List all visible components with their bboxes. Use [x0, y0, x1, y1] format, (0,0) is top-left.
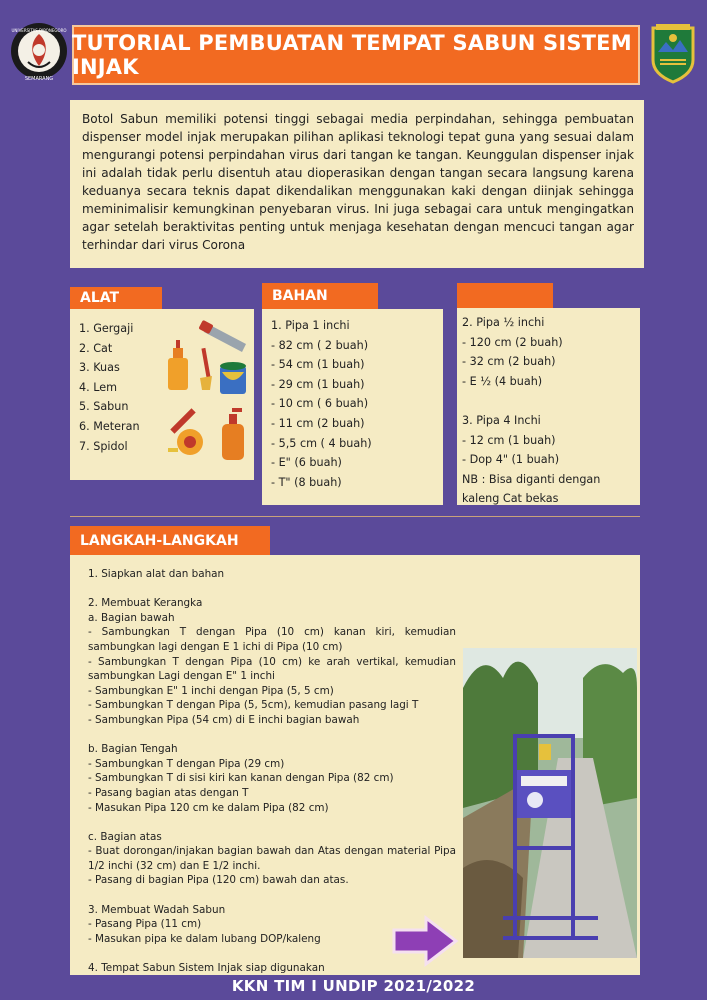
- bahan-item: - 5,5 cm ( 4 buah): [271, 436, 372, 450]
- paint-can-icon: [220, 362, 246, 394]
- langkah-label: LANGKAH-LANGKAH: [70, 526, 270, 556]
- alat-item: 1. Gergaji: [79, 322, 134, 335]
- bahan2-panel: [457, 308, 640, 505]
- alat-item: 6. Meteran: [79, 419, 140, 433]
- undip-logo-subtext: SEMARANG: [24, 76, 54, 82]
- tape-measure-icon: [168, 429, 203, 455]
- step-line: - Sambungkan E" 1 inchi dengan Pipa (5, 5 cm): [88, 684, 334, 697]
- undip-logo-text: UNIVERSITAS DIPONEGORO: [11, 28, 67, 33]
- step-line: - Pasang di bagian Pipa (120 cm) bawah dan atas.: [88, 874, 349, 887]
- step-line: - Pasang bagian atas dengan T: [88, 786, 249, 799]
- bahan-item: - 29 cm (1 buah): [271, 377, 365, 391]
- bahan2-item: - 12 cm (1 buah): [462, 433, 556, 447]
- arrow-right-icon: [390, 914, 460, 968]
- step-line: [88, 815, 456, 830]
- bahan-item: - 11 cm (2 buah): [271, 416, 365, 430]
- step-line: 2. Membuat Kerangka: [88, 597, 203, 610]
- step-line: 3. Membuat Wadah Sabun: [88, 903, 226, 916]
- alat-item: 7. Spidol: [79, 439, 128, 453]
- intro-text: Botol Sabun memiliki potensi tinggi sebagai media perpindahan, sehingga pembuatan dispenser model injak merupakan pilihan aplikasi teknologi tepat guna yang sesuai dalam mengurangi potensi perpindahan virus dari tangan ke tangan. Keunggulan dispenser injak ini adalah tidak perlu disentuh atau dioperasikan dengan tangan secara langsung karena keduanya secara teknis dapat dikendalikan menggunakan kaki dengan diinjak sehingga meminimalisir kemungkinan penyebaran virus. Ini juga sebagai cara untuk mengingatkan agar setelah beraktivitas penting untuk menjaga kesehatan dengan mencuci tangan agar terhindar dari virus Corona: [82, 112, 634, 252]
- step-line: [88, 728, 456, 743]
- regency-crest-icon: [650, 22, 696, 84]
- soap-bottle-icon: [222, 408, 244, 460]
- footer-text: KKN TIM I UNDIP 2021/2022: [231, 977, 476, 995]
- section-divider: [70, 516, 640, 517]
- page-title: TUTORIAL PEMBUATAN TEMPAT SABUN SISTEM INJAK: [72, 31, 632, 79]
- bahan-label: BAHAN: [262, 283, 378, 309]
- bahan2-item: [462, 391, 640, 411]
- step-line: - Sambungkan T dengan Pipa (10 cm) kanan kiri, kemudian sambungkan lagi dengan E 1 ichi di Pipa (10 cm): [88, 626, 456, 653]
- bahan2-item: - E ½ (4 buah): [462, 374, 543, 388]
- bahan-item: - 10 cm ( 6 buah): [271, 397, 369, 411]
- dispenser-photo: [463, 648, 637, 958]
- step-line: 4. Tempat Sabun Sistem Injak siap digunakan: [88, 962, 325, 975]
- alat-item: 5. Sabun: [79, 400, 129, 414]
- step-line: - Pasang Pipa (11 cm): [88, 918, 202, 931]
- bahan2-item: - 32 cm (2 buah): [462, 355, 556, 369]
- step-line: a. Bagian bawah: [88, 611, 175, 624]
- saw-icon: [198, 320, 246, 352]
- step-line: - Sambungkan T di sisi kiri kan kanan dengan Pipa (82 cm): [88, 772, 394, 785]
- step-line: - Masukan Pipa 120 cm ke dalam Pipa (82 cm): [88, 801, 329, 814]
- bahan2-item: - 120 cm (2 buah): [462, 335, 563, 349]
- bahan-panel: [262, 309, 443, 505]
- alat-item: 3. Kuas: [79, 361, 120, 375]
- bahan-item: - E" (6 buah): [271, 456, 342, 470]
- bahan2-item: NB : Bisa diganti dengan: [462, 472, 601, 486]
- bahan-item: - T" (8 buah): [271, 475, 342, 489]
- bahan-item: 1. Pipa 1 inchi: [271, 319, 350, 332]
- brush-icon: [200, 348, 212, 390]
- bahan2-item: 3. Pipa 4 Inchi: [462, 413, 541, 427]
- alat-item: 4. Lem: [79, 380, 118, 394]
- bahan2-item: - Dop 4" (1 buah): [462, 453, 560, 467]
- intro-panel: [70, 100, 644, 268]
- alat-label: ALAT: [70, 287, 162, 309]
- step-line: 1. Siapkan alat dan bahan: [88, 568, 225, 580]
- step-line: c. Bagian atas: [88, 830, 162, 843]
- title-banner: [72, 25, 640, 85]
- step-line: - Sambungkan T dengan Pipa (10 cm) ke arah vertikal, kemudian sambungkan Lagi dengan E" 1 inchi: [88, 655, 456, 683]
- bahan2-label: [457, 283, 553, 308]
- tools-illustration: [160, 318, 252, 464]
- bahan2-item: 2. Pipa ½ inchi: [462, 316, 545, 329]
- step-line: - Sambungkan Pipa (54 cm) di E inchi bagian bawah: [88, 713, 360, 726]
- alat-item: 2. Cat: [79, 341, 113, 355]
- bahan2-item: kaleng Cat bekas: [462, 492, 559, 506]
- step-line: [88, 582, 456, 597]
- step-line: - Masukan pipa ke dalam lubang DOP/kaleng: [88, 932, 321, 945]
- step-line: - Sambungkan T dengan Pipa (5, 5cm), kemudian pasang lagi T: [88, 699, 419, 712]
- step-line: [88, 888, 456, 903]
- bahan-item: - 54 cm (1 buah): [271, 358, 365, 372]
- glue-icon: [168, 340, 188, 390]
- step-line: - Buat dorongan/injakan bagian bawah dan Atas dengan material Pipa 1/2 inchi (32 cm) dan E 1/2 inchi.: [88, 845, 456, 872]
- bahan-item: - 82 cm ( 2 buah): [271, 338, 369, 352]
- step-line: b. Bagian Tengah: [88, 743, 178, 756]
- step-line: - Sambungkan T dengan Pipa (29 cm): [88, 757, 285, 770]
